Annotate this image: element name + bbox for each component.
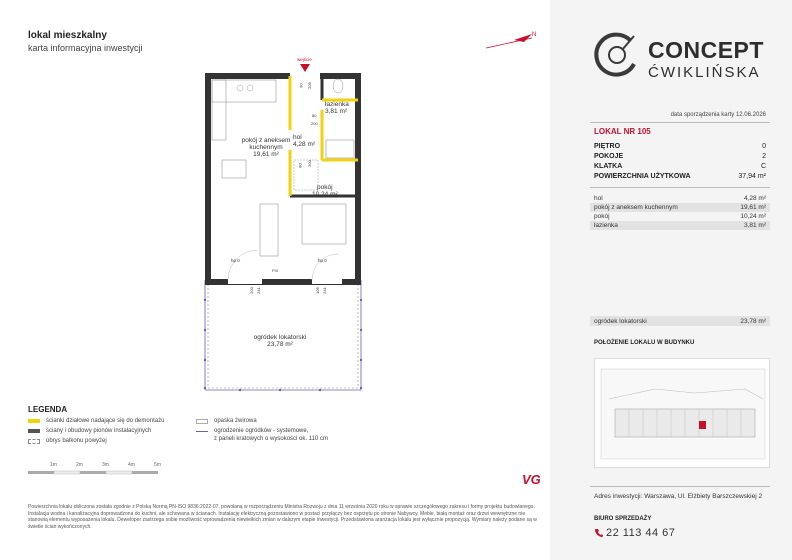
dim-label: 90	[298, 83, 304, 88]
svg-text:N: N	[532, 32, 537, 38]
scale-label: 4m	[128, 462, 135, 468]
lokal-number: LOKAL NR 105	[594, 127, 651, 136]
address: Adres inwestycji: Warszawa, Ul. Elżbiety Barszczewskiej 2	[594, 493, 763, 500]
dim-label: 241	[321, 287, 327, 294]
info-floor: PIĘTRO 0	[594, 143, 766, 150]
room-row: łazienka 3,81 m²	[590, 221, 770, 230]
dim-label: 200	[248, 287, 254, 294]
scale-label: 2m	[76, 462, 83, 468]
room-label-bathroom: łazienka 3,81 m²	[325, 101, 349, 115]
phone-number[interactable]: 22 113 44 67	[606, 527, 676, 539]
phone-icon	[594, 528, 603, 538]
concept-logo-icon	[590, 28, 644, 82]
entrance-label: wejście	[297, 57, 312, 62]
developer-logo: VG	[522, 472, 541, 487]
divider	[590, 122, 770, 123]
dim-label: 241	[255, 287, 261, 294]
room-row: pokój 10,24 m²	[594, 213, 766, 220]
room-label-living: pokój z aneksem kuchennym 19,61 m²	[241, 137, 291, 158]
info-panel	[550, 0, 792, 560]
dim-label: 209	[306, 82, 312, 89]
card-date: data sporządzenia karty 12.06.2026	[670, 112, 766, 118]
document-subtitle: karta informacyjna inwestycji	[28, 43, 143, 53]
info-staircase: KLATKA C	[594, 163, 766, 170]
legend-item-gravel: opaska żwirowa	[196, 418, 257, 424]
legend-item-partition: ścianki działowe nadające się do demontażu	[28, 418, 164, 424]
dim-label: 105	[314, 287, 320, 294]
sales-title: BIURO SPRZEDAŻY	[594, 516, 652, 522]
scale-label: 1m	[50, 462, 57, 468]
document-title: lokal mieszkalny	[28, 30, 107, 41]
unit-marker	[699, 421, 706, 429]
garden-row: ogródek lokatorski 23,78 m²	[590, 316, 770, 326]
scale-label: 5m	[154, 462, 161, 468]
dim-label: 200	[311, 121, 318, 126]
divider	[590, 187, 770, 188]
location-title: POŁOŻENIE LOKALU W BUDYNKU	[594, 340, 695, 346]
window-tag: FIX	[272, 268, 279, 273]
legend-item-walls: ściany i obudowy pionów instalacyjnych	[28, 428, 151, 434]
logo-text: CONCEPT	[648, 37, 764, 63]
dim-label: 80	[297, 163, 303, 168]
info-rooms: POKOJE 2	[594, 153, 766, 160]
legend-item-fence-detail: z paneli kratowych o wysokości ok. 110 cm	[214, 436, 328, 442]
site-plan	[594, 358, 770, 468]
door-tag: hp 0	[231, 258, 240, 263]
dim-label: 200	[306, 160, 312, 167]
room-label-hall: hol 4,28 m²	[293, 134, 316, 148]
legend-item-fence: ogrodzenie ogródków - systemowe,	[196, 428, 308, 434]
logo-subtext: ĆWIKLIŃSKA	[648, 64, 761, 81]
room-row: pokój z aneksem kuchennym 19,61 m²	[590, 203, 770, 212]
room-row: hol 4,28 m²	[594, 195, 766, 202]
garden-label: ogródek lokatorski 23,78 m²	[253, 334, 307, 348]
info-area: POWIERZCHNIA UŻYTKOWA 37,94 m²	[594, 173, 766, 180]
footnote: Powierzchnia lokalu obliczona została zgodnie z Polską Normą PN-ISO 9836:2022-07, powołaną w rozporządzeniu Ministra Rozwoju z dnia 11 września 2020 roku w sprawie szczegółowego zakresu i formy projektu budowlanego. Instalacja wodna i kanalizacyjna doprowadzona do kuchni, ale schowana w ścianach. Instalację elektryczną pozostawiono w postaci przyłączy bez osprzętu po stronie Nabywcy. Meble, białą montaż oraz drzwi wewnętrzne nie stanowią elementu wyposażenia lokalu. Deweloper zastrzega sobie możliwość wprowadzenia niewielkich zmian w dalszym etapie inwestycji. Przedstawiona aranżacja lokalu jest wyłącznie propozycją. Wymiary należy podane są w świetle ścian wykończonych.	[28, 504, 537, 530]
divider	[590, 486, 770, 487]
legend-item-balcony: obrys balkonu powyżej	[28, 438, 107, 444]
legend-title: LEGENDA	[28, 405, 68, 414]
room-label-bedroom: pokój 10,24 m²	[312, 184, 338, 198]
scale-label: 3m	[102, 462, 109, 468]
dim-label: 80	[312, 113, 317, 118]
door-tag: hp 0	[318, 258, 327, 263]
